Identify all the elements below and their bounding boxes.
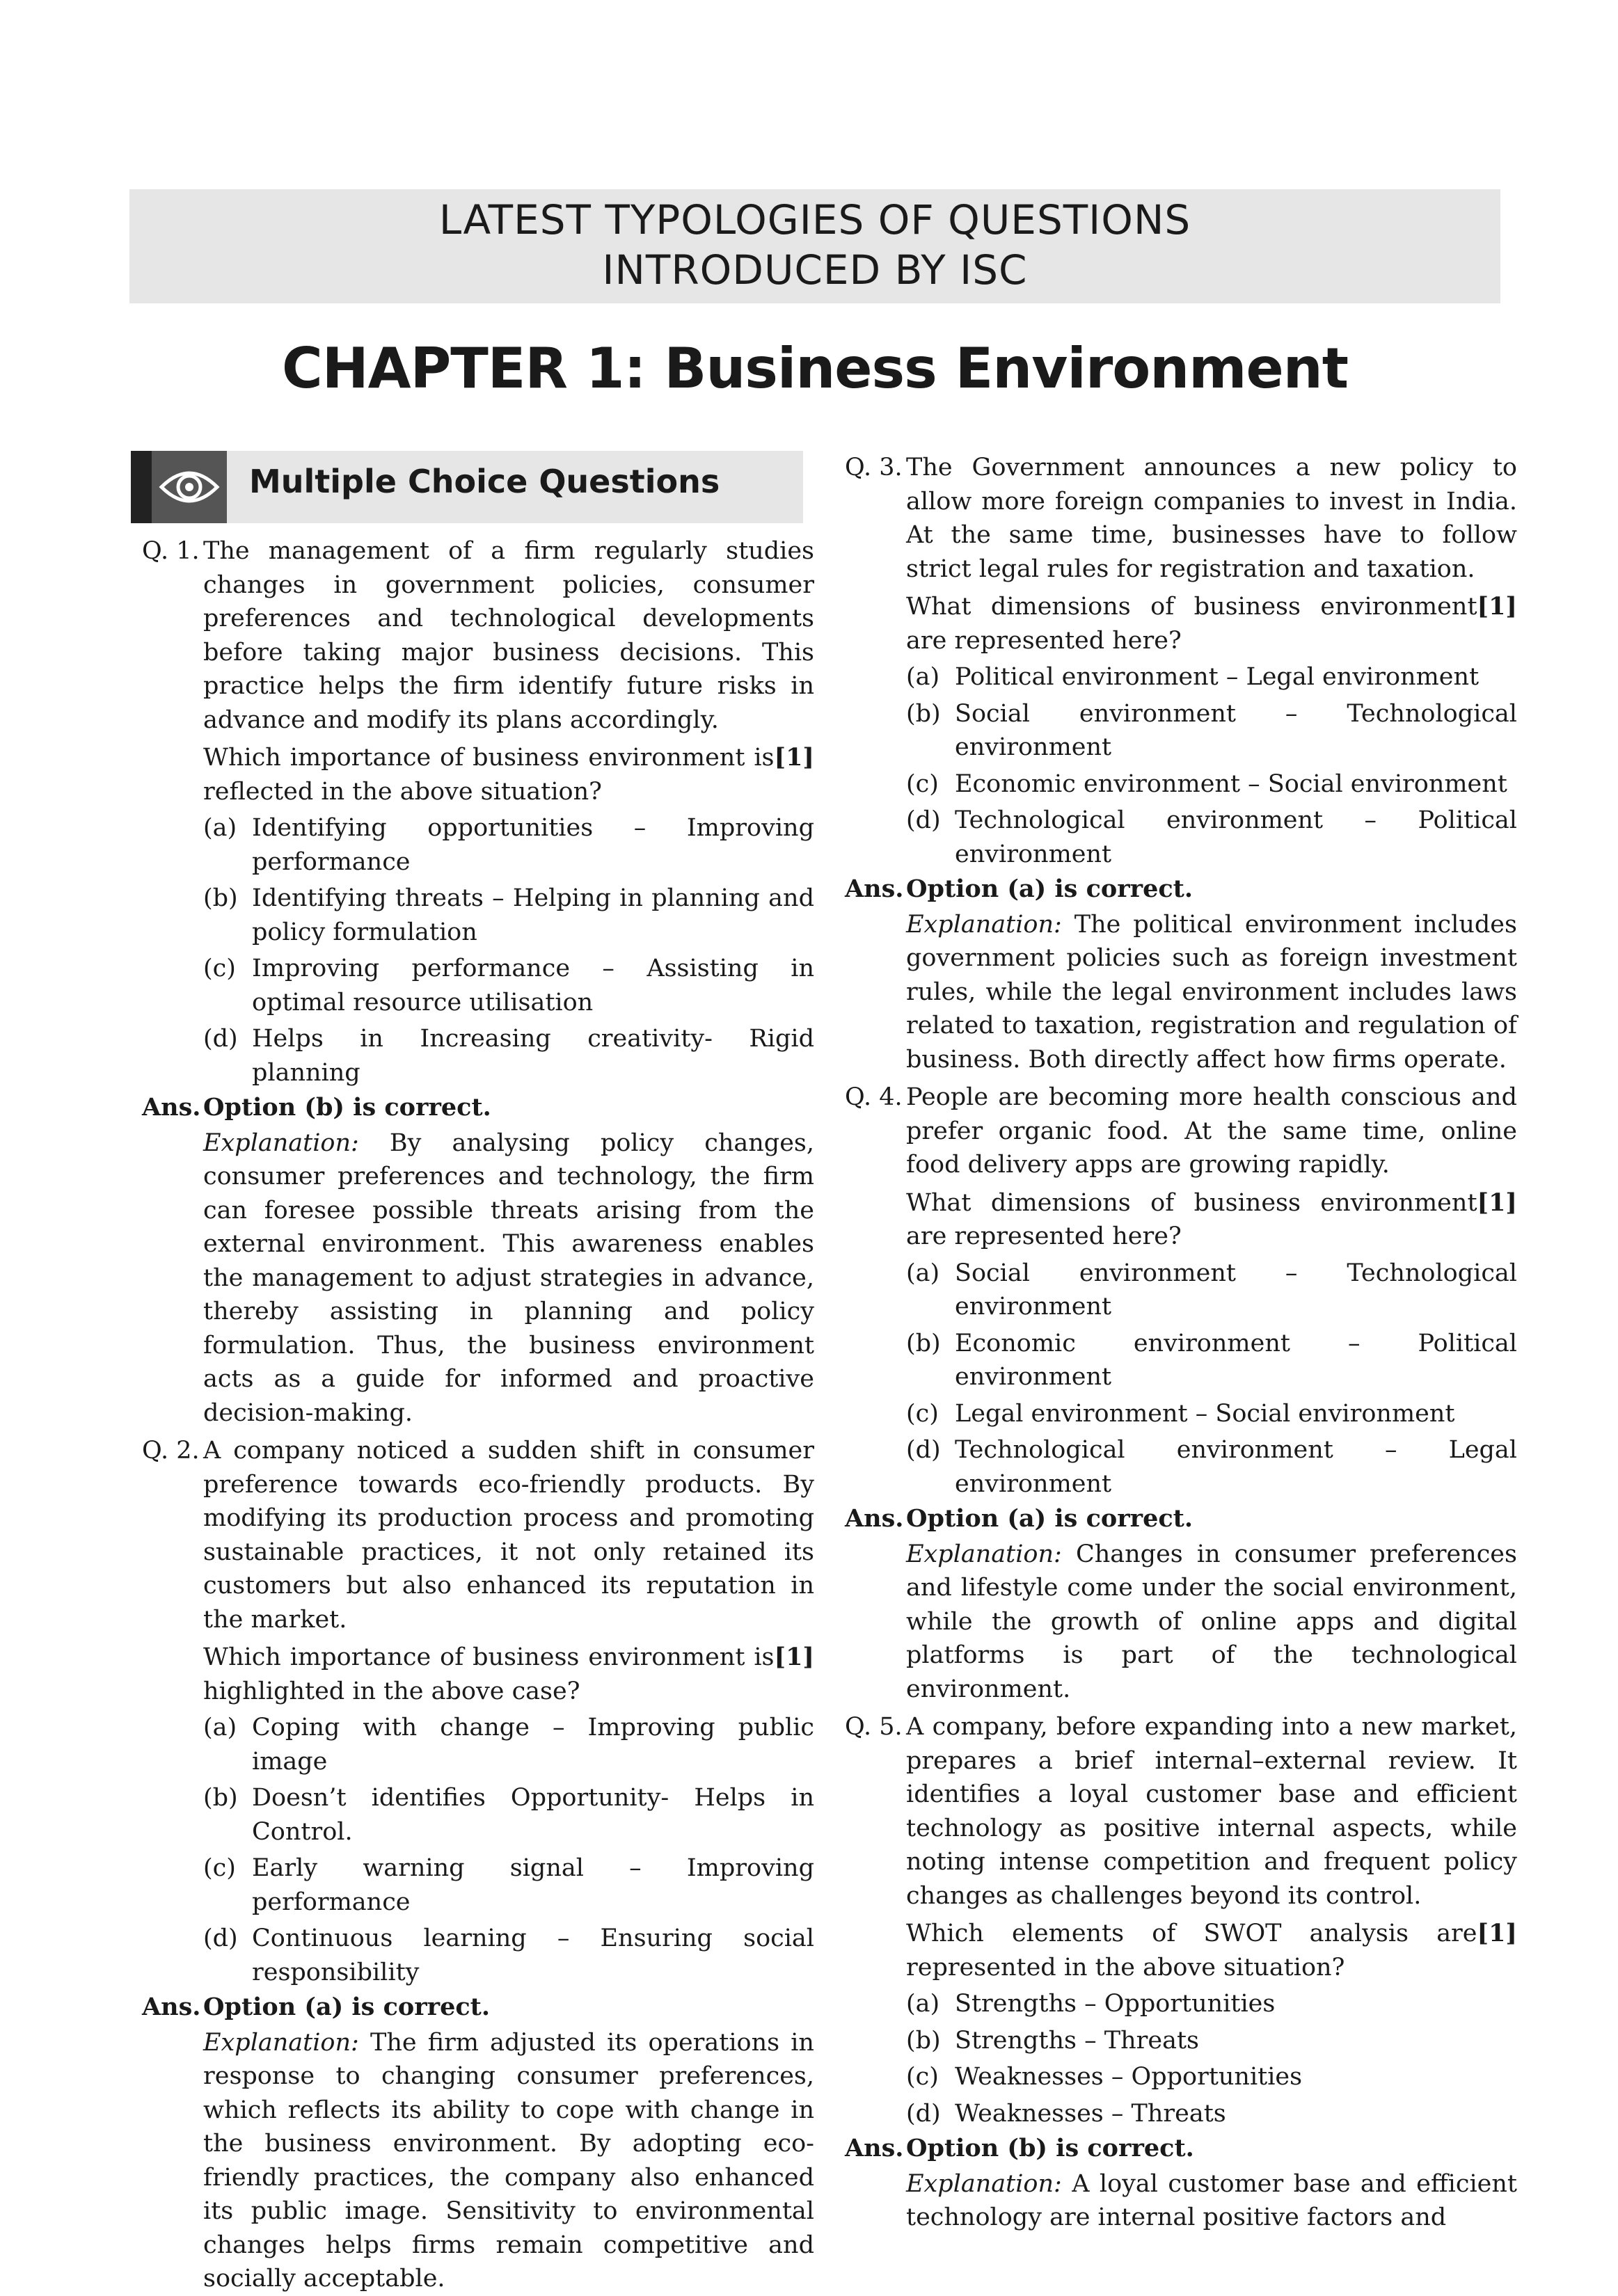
explanation: Explanation: The firm adjusted its operations in response to changing consumer preferences, which reflects its ability to cope with change in the business environment. By adopting eco-friendly practices, the company also enhanced its public image. Sensitivity to environmental changes helps firms remain competitive and socially acceptable.: [203, 2028, 814, 2293]
explanation: Explanation: Changes in consumer preferences and lifestyle come under the social environment, while the growth of online apps and digital platforms is part of the technological environment.: [906, 1540, 1517, 1703]
answer: Ans. Option (a) is correct.: [845, 1504, 1193, 1533]
marks: [1]: [774, 743, 814, 772]
marks: [1]: [1477, 1919, 1517, 1947]
option: (c) Early warning signal – Improving performance: [203, 1854, 814, 1916]
section-title: Multiple Choice Questions: [249, 463, 720, 500]
question: [845, 1710, 1517, 2130]
question-stem: [1] Which importance of business environment is reflected in the above situation?: [203, 741, 814, 808]
section-header: [131, 451, 803, 523]
question-text: The Government announces a new policy to allow more foreign companies to invest in India. At the same time, businesses have to follow strict legal rules for registration and taxation.: [906, 454, 1517, 583]
option: (d) Weaknesses – Threats: [906, 2099, 1226, 2128]
question: [845, 1081, 1517, 1501]
question-text: People are becoming more health conscious and prefer organic food. At the same time, online food delivery apps are growing rapidly.: [906, 1083, 1517, 1179]
question-stem: [1] What dimensions of business environment are represented here?: [906, 1186, 1517, 1254]
question-stem: [1] Which elements of SWOT analysis are represented in the above situation?: [906, 1917, 1517, 1984]
banner-line-1: LATEST TYPOLOGIES OF QUESTIONS: [438, 196, 1191, 244]
question-text: A company noticed a sudden shift in consumer preference towards eco-friendly products. By modifying its production process and promoting sustainable practices, it not only retained its customers but also enhanced its reputation in the market.: [203, 1437, 814, 1634]
question-block: [142, 534, 814, 1430]
option: (a) Coping with change – Improving public image: [203, 1714, 814, 1776]
marks: [1]: [774, 1643, 814, 1671]
option: (c) Weaknesses – Opportunities: [906, 2063, 1303, 2091]
option: (b) Strengths – Threats: [906, 2026, 1199, 2055]
question-block: [142, 1434, 814, 2296]
marks: [1]: [1477, 592, 1517, 621]
question-number: Q. 5.: [845, 1713, 903, 1741]
option: (d) Technological environment – Political environment: [906, 806, 1517, 868]
option: (a) Strengths – Opportunities: [906, 1990, 1276, 2018]
question: [142, 534, 814, 1090]
option: (a) Identifying opportunities – Improving performance: [203, 814, 814, 876]
question-number: Q. 2.: [142, 1437, 200, 1465]
question-text: A company, before expanding into a new market, prepares a brief internal–external review. It identifies a loyal customer base and efficient technology as positive internal aspects, while noting intense competition and frequent policy changes as challenges beyond its control.: [906, 1713, 1517, 1910]
question-block: [845, 1081, 1517, 1706]
question-stem: [1] What dimensions of business environment are represented here?: [906, 590, 1517, 657]
answer: Ans. Option (a) is correct.: [142, 1993, 491, 2021]
question-number: Q. 4.: [845, 1083, 903, 1111]
option: (b) Doesn’t identifies Opportunity- Helps in Control.: [203, 1784, 814, 1846]
chapter-title: CHAPTER 1: Business Environment: [281, 336, 1348, 401]
answer: Ans. Option (a) is correct.: [845, 875, 1193, 903]
explanation: Explanation: By analysing policy changes, consumer preferences and technology, the firm can foresee possible threats arising from the external environment. This awareness enables the management to adjust strategies in advance, thereby assisting in planning and policy formulation. Thus, the business environment acts as a guide for informed and proactive decision-making.: [203, 1129, 814, 1427]
option: (a) Social environment – Technological environment: [906, 1259, 1517, 1321]
right-column: [845, 451, 1517, 2235]
question-block: [845, 451, 1517, 1076]
banner-line-2: INTRODUCED BY ISC: [602, 246, 1028, 294]
eye-icon: [152, 451, 227, 523]
section-header-bar: [131, 451, 152, 523]
option: (b) Economic environment – Political environment: [906, 1329, 1517, 1391]
option: (c) Improving performance – Assisting in optimal resource utilisation: [203, 955, 814, 1017]
option: (c) Economic environment – Social environment: [906, 770, 1507, 798]
question-block: [845, 1710, 1517, 2235]
answer: Ans. Option (b) is correct.: [845, 2134, 1194, 2162]
option: (a) Political environment – Legal environment: [906, 663, 1480, 691]
left-column: [142, 451, 814, 2296]
option: (b) Social environment – Technological environment: [906, 699, 1517, 761]
explanation: Explanation: A loyal customer base and efficient technology are internal positive factors and: [906, 2169, 1517, 2231]
question-number: Q. 3.: [845, 454, 903, 481]
explanation: Explanation: The political environment includes government policies such as foreign investment rules, while the legal environment includes laws related to taxation, registration and regulation of business. Both directly affect how firms operate.: [906, 910, 1517, 1074]
answer: Ans. Option (b) is correct.: [142, 1093, 491, 1122]
option: (c) Legal environment – Social environment: [906, 1399, 1455, 1428]
question: [142, 1434, 814, 1989]
question: [845, 451, 1517, 871]
typologies-banner: [129, 189, 1500, 303]
option: (b) Identifying threats – Helping in planning and policy formulation: [203, 884, 814, 946]
question-number: Q. 1.: [142, 537, 200, 565]
question-text: The management of a firm regularly studies changes in government policies, consumer preferences and technological developments before taking major business decisions. This practice helps the firm identify future risks in advance and modify its plans accordingly.: [203, 537, 814, 734]
question-stem: [1] Which importance of business environment is highlighted in the above case?: [203, 1641, 814, 1708]
option: (d) Helps in Increasing creativity- Rigid planning: [203, 1025, 814, 1087]
marks: [1]: [1477, 1188, 1517, 1217]
option: (d) Technological environment – Legal environment: [906, 1436, 1517, 1498]
option: (d) Continuous learning – Ensuring social responsibility: [203, 1924, 814, 1986]
